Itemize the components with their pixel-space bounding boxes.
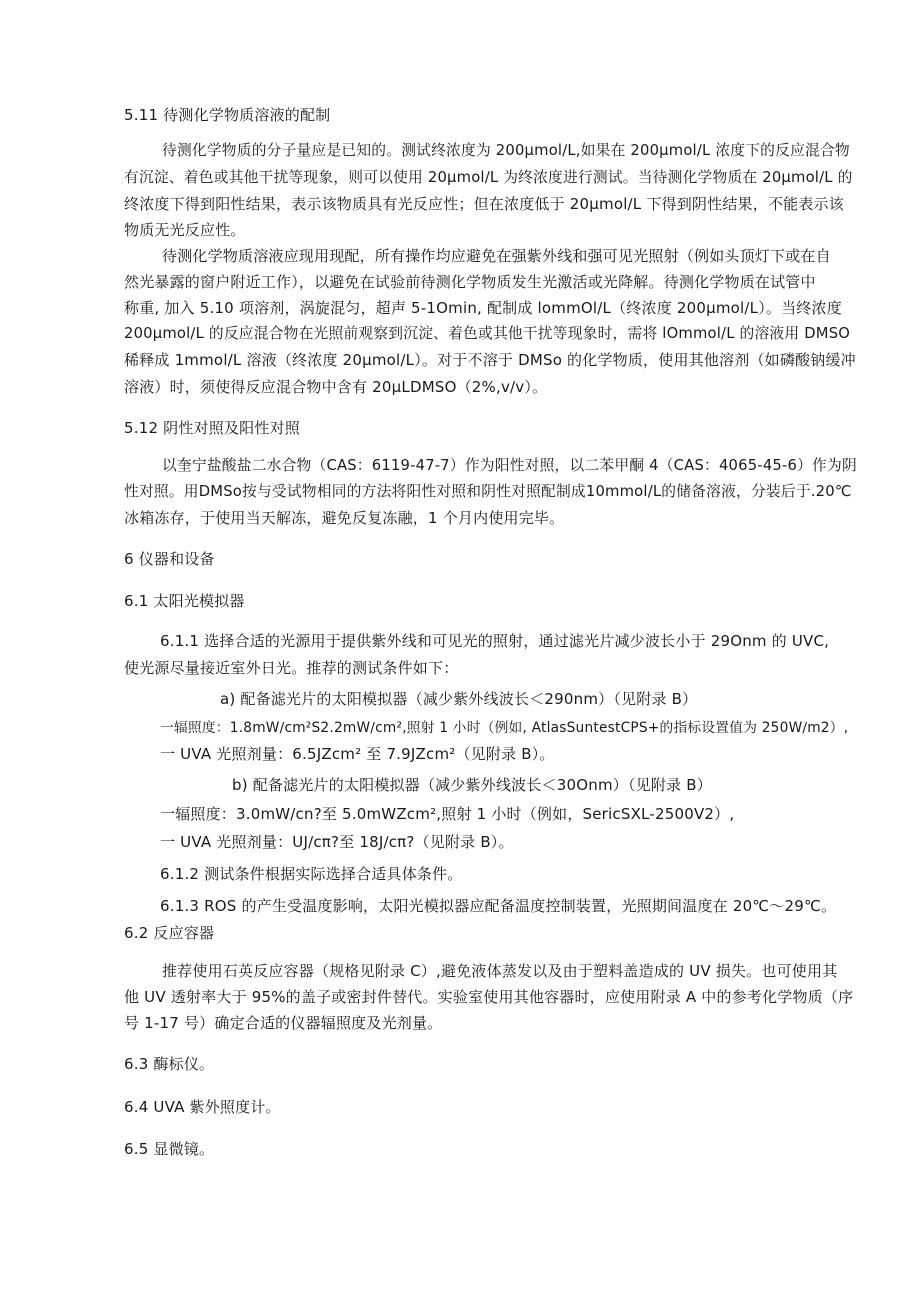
heading-5-12: 5.12 阴性对照及阳性对照 (124, 419, 300, 437)
heading-6: 6 仪器和设备 (124, 550, 215, 568)
heading-6-1: 6.1 太阳光模拟器 (124, 592, 245, 610)
list-item-b: b) 配备滤光片的太阳模拟器（减少紫外线波长＜30Onm）（见附录 B） (232, 776, 712, 794)
para-line: 冰箱冻存，于使用当天解冻，避免反复冻融，1 个月内使用完毕。 (124, 509, 565, 527)
para-line: 使光源尽量接近室外日光。推荐的测试条件如下： (124, 659, 459, 677)
para-line: 号 1-17 号）确定合适的仪器辐照度及光剂量。 (124, 1014, 443, 1032)
para-line: 称重, 加入 5.10 项溶剂，涡旋混匀，超声 5-1Omin, 配制成 lommOl/L（终浓度 200μmol∕L）。当终浓度 (124, 299, 842, 317)
para-line: 物质无光反应性。 (124, 221, 246, 239)
para-line: 稀释成 1mmol/L 溶液（终浓度 20μmol∕L）。对于不溶于 DMSo 的化学物质，使用其他溶剂（如磷酸钠缓冲 (124, 351, 856, 369)
heading-6-2: 6.2 反应容器 (124, 924, 215, 942)
para-line: 他 UV 透射率大于 95%的盖子或密封件替代。实验室使用其他容器时，应使用附录 A 中的参考化学物质（序 (124, 988, 854, 1006)
para-line: 一 UVA 光照剂量：6.5JZcm² 至 7.9JZcm²（见附录 B）。 (160, 745, 555, 763)
para-line: 终浓度下得到阳性结果，表示该物质具有光反应性；但在浓度低于 20μmol∕L 下得到阴性结果，不能表示该 (124, 195, 844, 213)
heading-5-11: 5.11 待测化学物质溶液的配制 (124, 106, 331, 124)
heading-6-4: 6.4 UVA 紫外照度计。 (124, 1098, 281, 1116)
para-line: 溶液）时，须使得反应混合物中含有 20μLDMSO（2%,v∕v）。 (124, 378, 548, 396)
item-6-1-3: 6.1.3 ROS 的产生受温度影响，太阳光模拟器应配备温度控制装置，光照期间温度在 20℃～29℃。 (160, 897, 837, 915)
list-item-a: a) 配备滤光片的太阳模拟器（减少紫外线波长＜290nm）（见附录 B） (220, 690, 698, 708)
para-line: 然光暴露的窗户附近工作），以避免在试验前待测化学物质发生光激活或光降解。待测化学物质在试管中 (124, 273, 816, 291)
para-line: 一辐照度：1.8mW∕cm²S2.2mW∕cm²,照射 1 小时（例如, AtlasSuntestCPS+的指标设置值为 250W∕m2）, (160, 720, 849, 736)
para-line: 200μmol∕L 的反应混合物在光照前观察到沉淀、着色或其他干扰等现象时，需将 lOmmol/L 的溶液用 DMSO (124, 325, 851, 342)
para-line: 6.1.1 选择合适的光源用于提供紫外线和可见光的照射，通过滤光片减少波长小于 29Onm 的 UVC, (160, 632, 830, 650)
item-6-1-2: 6.1.2 测试条件根据实际选择合适具体条件。 (160, 865, 463, 883)
para-line: 待测化学物质的分子量应是已知的。测试终浓度为 200μmol∕L,如果在 200μmol∕L 浓度下的反应混合物 (162, 142, 850, 159)
heading-6-5: 6.5 显微镜。 (124, 1140, 215, 1158)
para-line: 以奎宁盐酸盐二水合物（CAS：6119-47-7）作为阳性对照，以二苯甲酮 4（CAS：4065-45-6）作为阴 (162, 457, 857, 474)
para-line: 一 UVA 光照剂量：UJ∕cπ?至 18J∕cπ?（见附录 B）。 (160, 833, 514, 851)
para-line: 待测化学物质溶液应现用现配，所有操作均应避免在强紫外线和强可见光照射（例如头顶灯下或在自 (162, 247, 831, 265)
heading-6-3: 6.3 酶标仪。 (124, 1055, 215, 1073)
para-line: 一辐照度：3.0mW/cn?至 5.0mWZcm²,照射 1 小时（例如，SericSXL-2500V2）, (160, 805, 735, 823)
para-line: 性对照。用DMSo按与受试物相同的方法将阳性对照和阴性对照配制成10mmol/L的储备溶液，分装后于.20℃ (124, 483, 852, 500)
para-line: 推荐使用石英反应容器（规格见附录 C）,避免液体蒸发以及由于塑料盖造成的 UV 损失。也可使用其 (162, 962, 838, 980)
para-line: 有沉淀、着色或其他干扰等现象，则可以使用 20μmol∕L 为终浓度进行测试。当待测化学物质在 20μmol∕L 的 (124, 169, 853, 186)
